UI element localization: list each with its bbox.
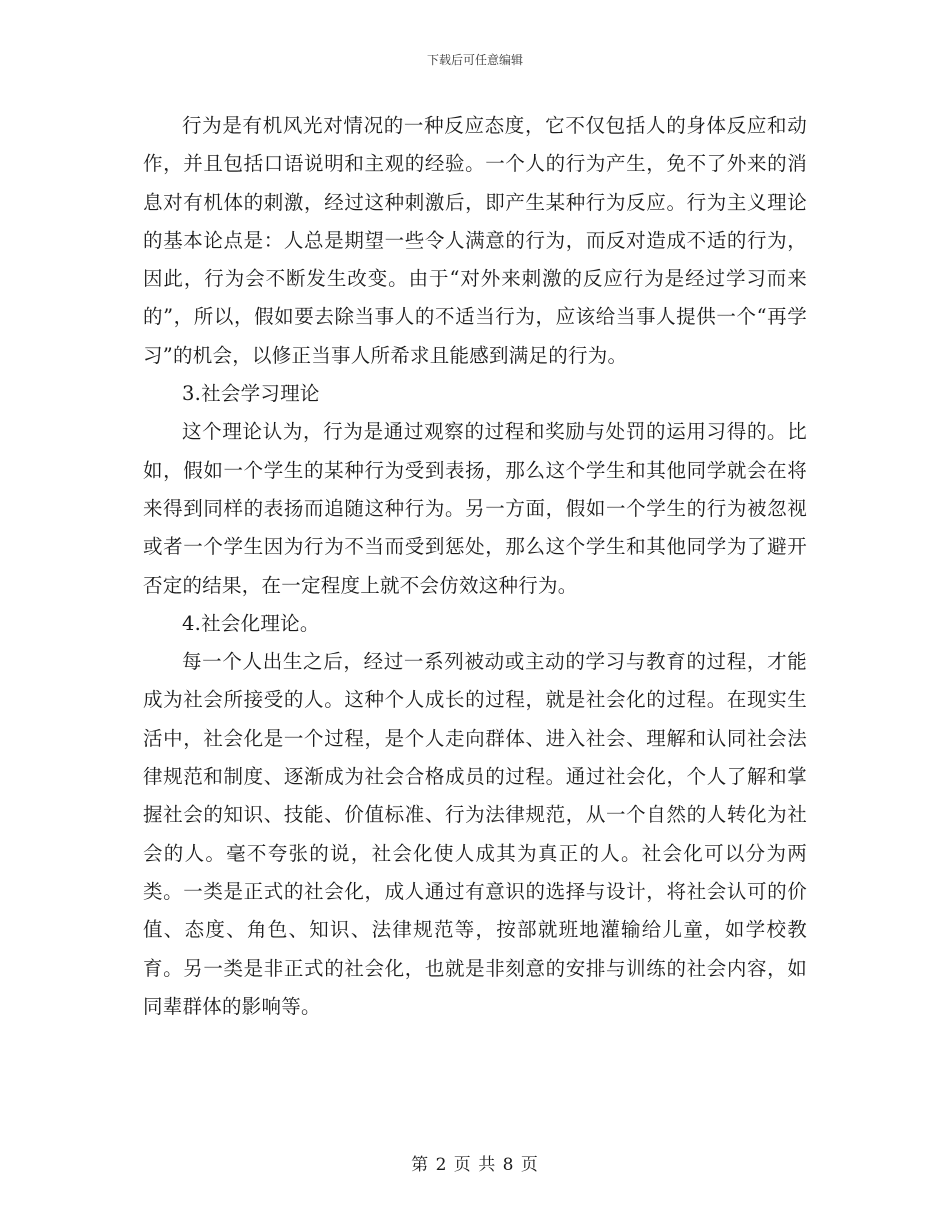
- page-header: 下载后可任意编辑: [426, 53, 523, 67]
- section-heading-socialization: 4.社会化理论。: [182, 611, 320, 635]
- paragraph-social-learning: 这个理论认为，行为是通过观察的过程和奖励与处罚的运用习得的。比如，假如一个学生的某种行为受到表扬，那么这个学生和其他同学就会在将来得到同样的表扬而追随这种行为。另一方面，假如一个学生的行为被忽视或者一个学生因为行为不当而受到惩处，那么这个学生和其他同学为了避开否定的结果，在一定程度上就不会仿效这种行为。: [143, 420, 807, 597]
- section-heading-social-learning: 3.社会学习理论: [182, 382, 320, 406]
- document-body: [143, 107, 807, 1026]
- page-number: 第 2 页 共 8 页: [411, 1155, 539, 1175]
- paragraph-behaviorism: 行为是有机风光对情况的一种反应态度，它不仅包括人的身体反应和动作，并且包括口语说明和主观的经验。一个人的行为产生，免不了外来的消息对有机体的刺激，经过这种刺激后，即产生某种行为反应。行为主义理论的基本论点是：人总是期望一些令人满意的行为，而反对造成不适的行为，因此，行为会不断发生改变。由于“对外来刺激的反应行为是经过学习而来的”，所以，假如要去除当事人的不适当行为，应该给当事人提供一个“再学习”的机会，以修正当事人所希求且能感到满足的行为。: [143, 114, 807, 367]
- paragraph-socialization: 每一个人出生之后，经过一系列被动或主动的学习与教育的过程，才能成为社会所接受的人。这种个人成长的过程，就是社会化的过程。在现实生活中，社会化是一个过程，是个人走向群体、进入社会、理解和认同社会法律规范和制度、逐渐成为社会合格成员的过程。通过社会化，个人了解和掌握社会的知识、技能、价值标准、行为法律规范，从一个自然的人转化为社会的人。毫不夸张的说，社会化使人成其为真正的人。社会化可以分为两类。一类是正式的社会化，成人通过有意识的选择与设计，将社会认可的价值、态度、角色、知识、法律规范等，按部就班地灌输给儿童，如学校教育。另一类是非正式的社会化，也就是非刻意的安排与训练的社会内容，如同辈群体的影响等。: [143, 650, 807, 1018]
